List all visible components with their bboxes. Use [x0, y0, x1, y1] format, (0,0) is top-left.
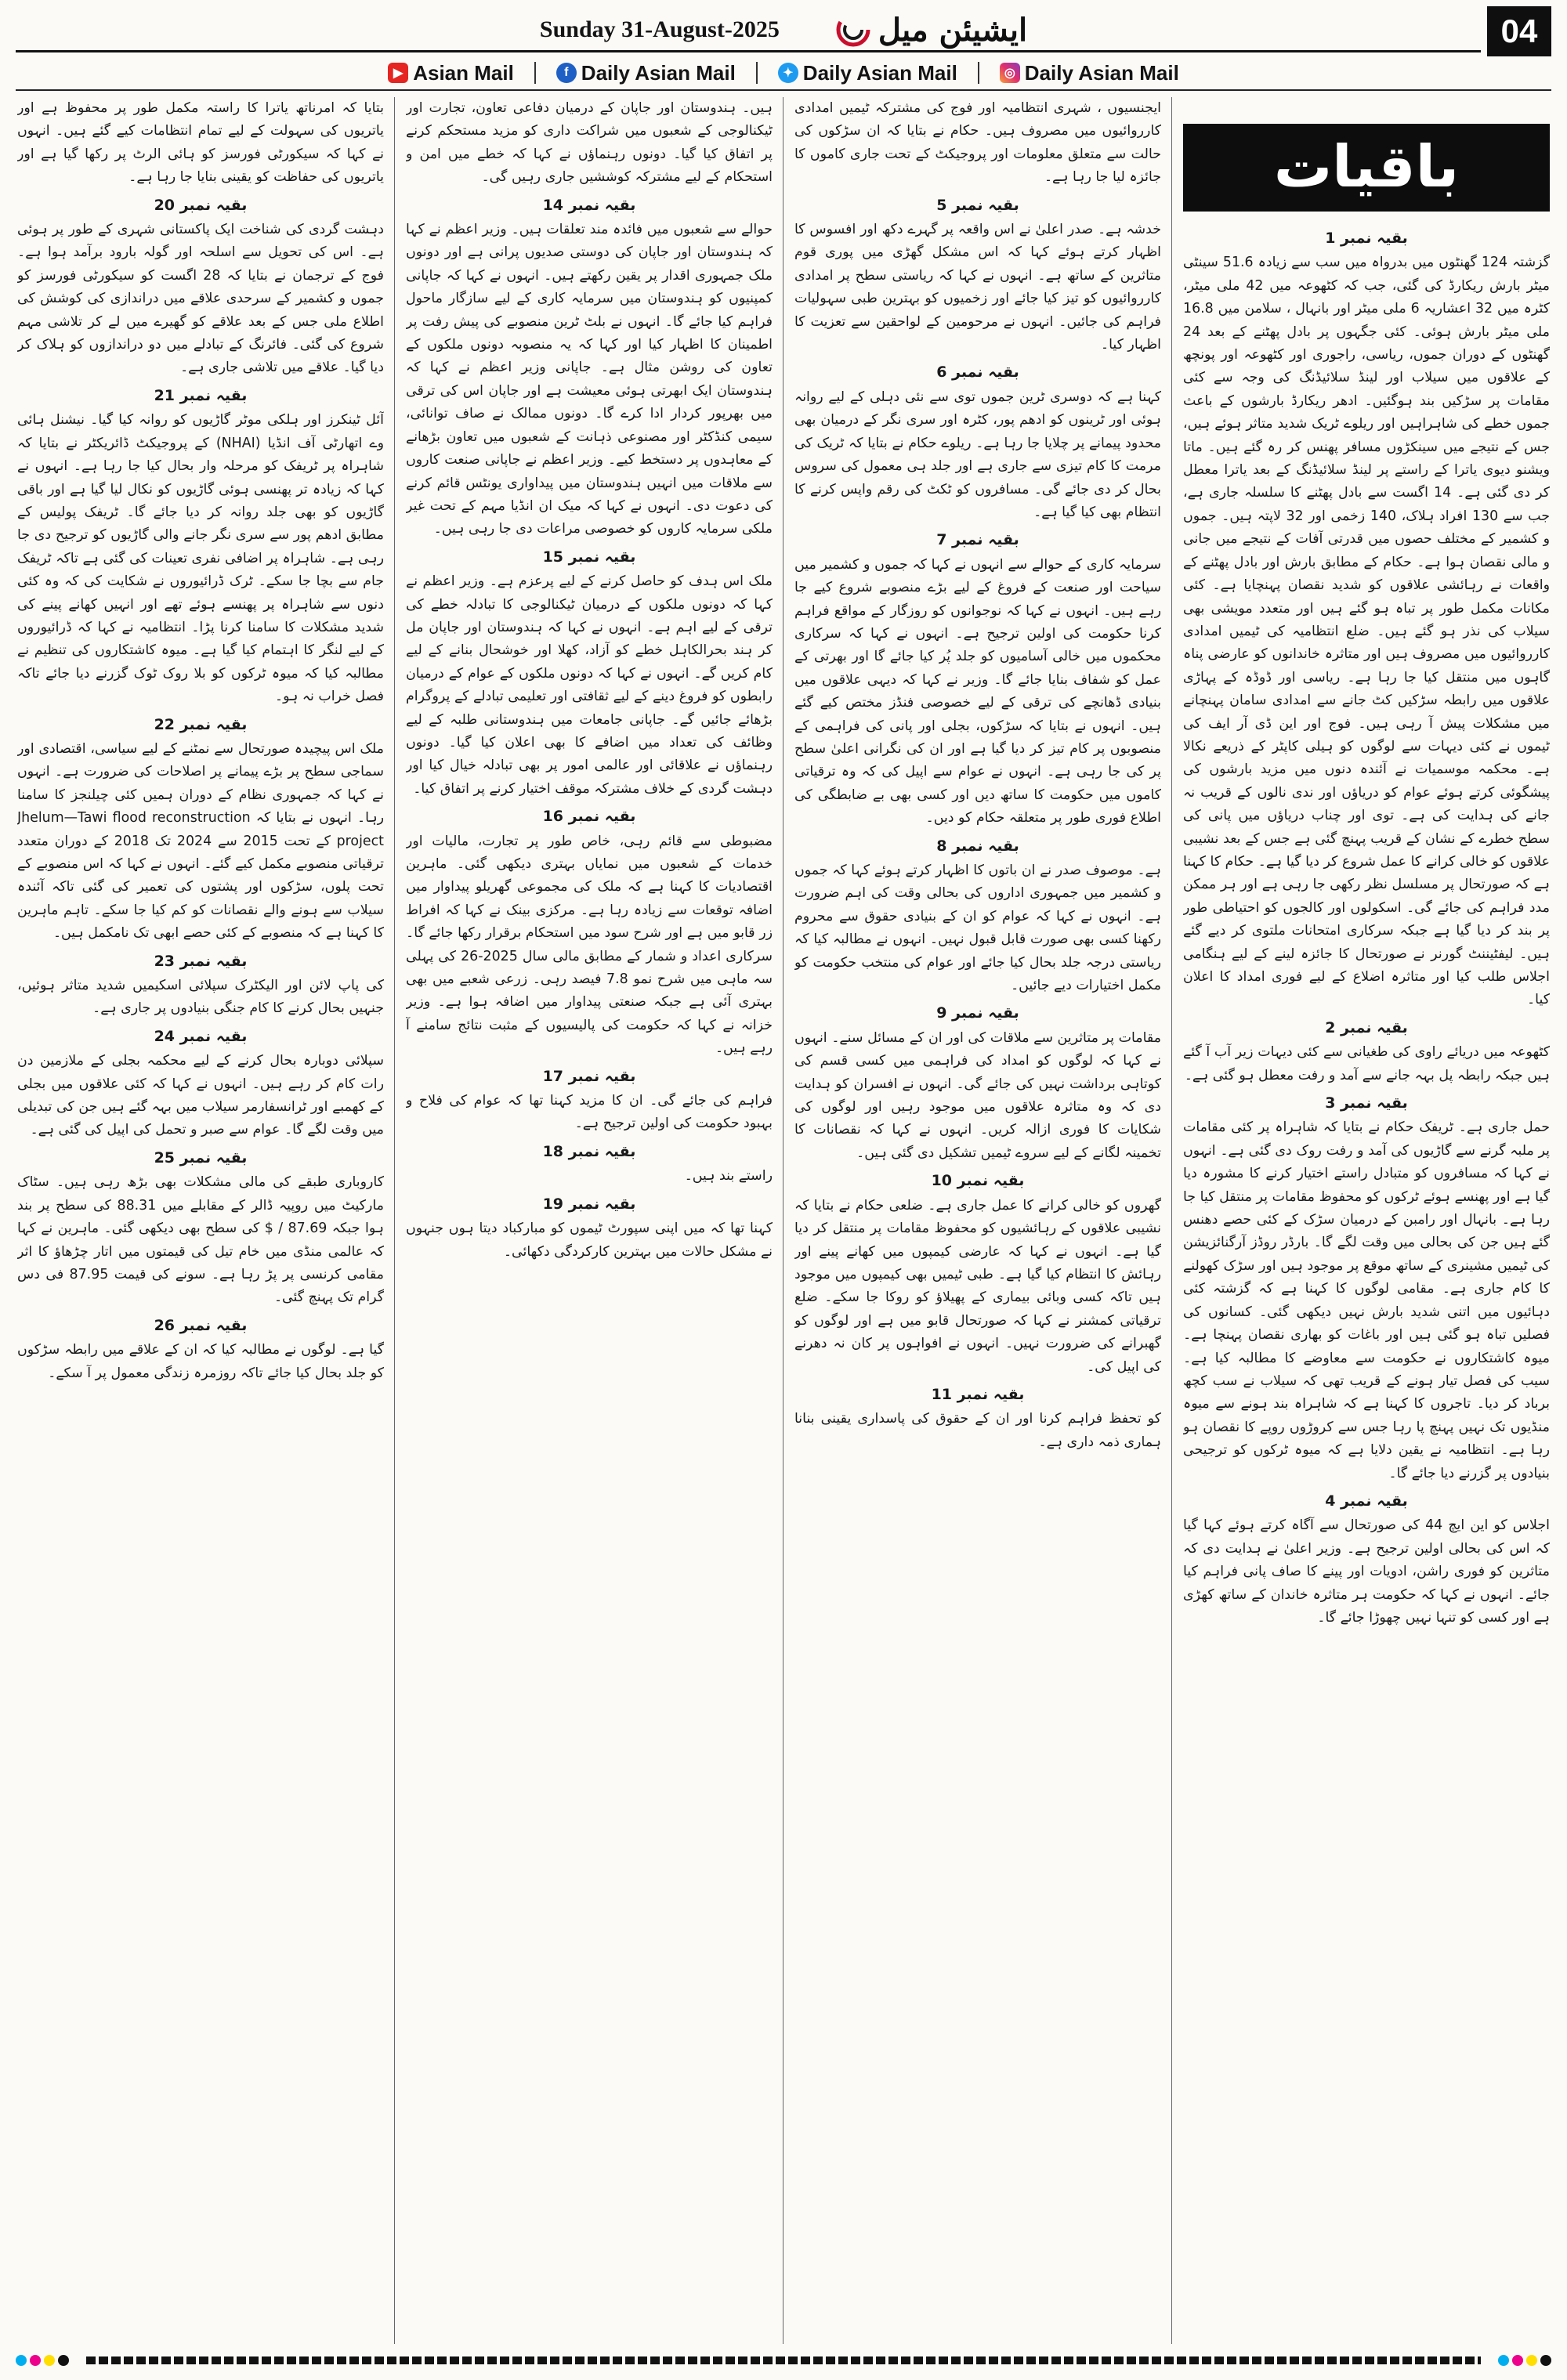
- article-text: گھروں کو خالی کرانے کا عمل جاری ہے۔ ضلعی حکام نے بتایا کہ نشیبی علاقوں کے رہائشیوں کو محفوظ مقامات پر منتقل کر دیا گیا ہے۔ انہوں نے کہا کہ عارضی کیمپوں میں کھانے پینے اور رہائش کا انتظام کیا گیا ہے۔ طبی ٹیمیں بھی کیمپوں میں موجود ہیں تاکہ کسی وبائی بیماری کے پھیلاؤ کو روکا جا سکے۔ ضلع ترقیاتی کمشنر نے کہا کہ صورتحال قابو میں ہے اور لوگوں کو گھبرانے کی ضرورت نہیں۔ انہوں نے افواہوں پر کان نہ دھرنے کی اپیل کی۔: [794, 1197, 1161, 1375]
- logo-text: ایشیئن میل: [878, 11, 1028, 49]
- article-text: کٹھوعہ میں دریائے راوی کی طغیانی سے کئی دیہات زیر آب آ گئے ہیں جبکہ رابطہ پل بہہ جانے سے آمد و رفت معطل ہو گئی ہے۔: [1183, 1044, 1550, 1083]
- facebook-icon: f: [556, 63, 577, 83]
- article-text: کو تحفظ فراہم کرنا اور ان کے حقوق کی پاسداری یقینی بنانا ہماری ذمہ داری ہے۔: [794, 1411, 1161, 1450]
- continuation-heading: بقیہ نمبر 14: [542, 196, 636, 214]
- column-2: [794, 97, 1161, 2344]
- social-label: Asian Mail: [413, 60, 514, 85]
- masthead-rule: [16, 50, 1481, 52]
- page-number: 04: [1487, 6, 1551, 56]
- continuation-heading: بقیہ نمبر 18: [542, 1142, 636, 1160]
- continuation-heading: بقیہ نمبر 23: [154, 952, 248, 970]
- continuation-heading: بقیہ نمبر 11: [931, 1385, 1025, 1403]
- section-title-banner: باقیات: [1183, 124, 1550, 212]
- continuation-heading: بقیہ نمبر 16: [542, 808, 636, 826]
- continuation-heading: بقیہ نمبر 4: [1325, 1492, 1408, 1510]
- article-text: ملک اس ہدف کو حاصل کرنے کے لیے پرعزم ہے۔ وزیر اعظم نے کہا کہ دونوں ملکوں کے درمیان ٹیکنالوجی کا تبادلہ خطے کی ترقی کے لیے اہم ہے۔ انہوں نے کہا کہ ہندوستان اور جاپان مل کر ہند بحرالکاہل خطے کو آزاد، کھلا اور خوشحال بنانے کے لیے کام کریں گے۔ انہوں نے کہا کہ دونوں ملکوں کے عوام کے درمیان رابطوں کو فروغ دینے کے لیے ثقافتی اور تعلیمی تبادلے کے پروگرام بڑھائے جائیں گے۔ جاپانی جامعات میں ہندوستانی طلبہ کے لیے وظائف کی تعداد میں اضافے کا بھی اعلان کیا گیا۔ دونوں رہنماؤں نے علاقائی اور عالمی امور پر بھی تبادلہ خیال کیا اور دہشت گردی کے خلاف مشترکہ موقف اختیار کرنے پر اتفاق کیا۔: [406, 573, 773, 797]
- article-text: سپلائی دوبارہ بحال کرنے کے لیے محکمہ بجلی کے ملازمین دن رات کام کر رہے ہیں۔ انہوں نے کہا کہ کئی علاقوں میں بجلی کے کھمبے اور ٹرانسفارمر سیلاب میں بہہ گئے ہیں جن کی تبدیلی میں وقت لگے گا۔ عوام سے صبر و تحمل کی اپیل کی گئی ہے۔: [17, 1053, 384, 1138]
- continuation-heading: بقیہ نمبر 17: [542, 1067, 636, 1085]
- article-text: کاروباری طبقے کی مالی مشکلات بھی بڑھ رہی ہیں۔ سٹاک مارکیٹ میں روپیہ ڈالر کے مقابلے میں 88.31 کی سطح پر بند ہوا جبکہ 87.69 / $ کی سطح بھی دیکھی گئی۔ ماہرین نے کہا کہ عالمی منڈی میں خام تیل کی قیمتوں میں اتار چڑھاؤ کا اثر مقامی کرنسی پر پڑ رہا ہے۔ سونے کی قیمت 87.95 فی دس گرام تک پہنچ گئی۔: [17, 1174, 384, 1306]
- social-twitter[interactable]: [778, 61, 957, 85]
- masthead: [16, 6, 1551, 53]
- article-text: فراہم کی جائے گی۔ ان کا مزید کہنا تھا کہ عوام کی فلاح و بہبود حکومت کی اولین ترجیح ہے۔: [406, 1093, 773, 1132]
- continuation-heading: بقیہ نمبر 1: [1325, 230, 1408, 247]
- column-divider: [783, 97, 784, 2344]
- color-registration-right: [1498, 2355, 1551, 2366]
- social-facebook[interactable]: [556, 61, 736, 85]
- article-text: کہنا ہے کہ دوسری ٹرین جموں توی سے نئی دہلی کے لیے روانہ ہوئی اور ٹرینوں کو ادھم پور، کٹرہ اور سری نگر کے درمیان بھی محدود پیمانے پر چلایا جا رہا ہے۔ ریلوے حکام نے بتایا کہ ٹریک کی مرمت کا کام تیزی سے جاری ہے اور جلد ہی معمول کی سروس بحال کر دی جائے گی۔ مسافروں کو ٹکٹ کی رقم واپس کرنے کا انتظام بھی کیا گیا ہے۔: [794, 389, 1161, 520]
- article-text: دہشت گردی کی شناخت ایک پاکستانی شہری کے طور پر ہوئی ہے۔ اس کی تحویل سے اسلحہ اور گولہ بارود برآمد ہوا ہے۔ فوج کے ترجمان نے بتایا کہ 28 اگست کو سیکورٹی فورسز کو جموں و کشمیر کے سرحدی علاقے میں دراندازی کی کوشش کی اطلاع ملی جس کے بعد علاقے کو گھیرے میں لے کر تلاشی مہم شروع کی گئی۔ فائرنگ کے تبادلے میں دو دراندازوں کو ہلاک کر دیا گیا۔ علاقے میں تلاشی جاری ہے۔: [17, 222, 384, 376]
- continuation-heading: بقیہ نمبر 22: [154, 715, 248, 733]
- continuation-heading: بقیہ نمبر 26: [154, 1316, 248, 1334]
- columns-area: [17, 97, 1550, 2344]
- article-text: سرمایہ کاری کے حوالے سے انہوں نے کہا کہ جموں و کشمیر میں سیاحت اور صنعت کے فروغ کے لیے بڑے منصوبے شروع کیے جا رہے ہیں۔ انہوں نے کہا کہ نوجوانوں کو روزگار کے مواقع فراہم کرنا حکومت کی اولین ترجیح ہے۔ انہوں نے کہا کہ سرکاری محکموں میں خالی آسامیوں کو جلد پُر کیا جائے گا اور بھرتی کے عمل کو شفاف بنایا جائے گا۔ وزیر نے کہا کہ دیہی علاقوں میں بنیادی ڈھانچے کی ترقی کے لیے خصوصی فنڈز مختص کیے گئے ہیں۔ انہوں نے بتایا کہ سڑکوں، بجلی اور پانی کی فراہمی کے منصوبوں پر کام تیز کر دیا گیا ہے اور ان کی نگرانی اعلیٰ سطح پر کی جا رہی ہے۔ انہوں نے عوام سے اپیل کی کہ وہ ترقیاتی کاموں میں حکومت کا ساتھ دیں اور کسی بھی بے ضابطگی کی اطلاع فوری طور پر متعلقہ حکام کو دیں۔: [794, 556, 1161, 826]
- continuation-heading: بقیہ نمبر 6: [936, 364, 1019, 382]
- continuation-heading: بقیہ نمبر 3: [1325, 1094, 1408, 1112]
- article-text: حمل جاری ہے۔ ٹریفک حکام نے بتایا کہ شاہراہ پر کئی مقامات پر ملبہ گرنے سے گاڑیوں کی آمد و رفت روک دی گئی ہے۔ انہوں نے کہا کہ مسافروں کو متبادل راستے اختیار کرنے کا مشورہ دیا گیا ہے اور پھنسے ہوئے ٹرکوں کو محفوظ مقامات پر منتقل کیا جا رہا ہے۔ بانہال اور رامبن کے درمیان سڑک کے کئی حصے دھنس گئے ہیں جن کی بحالی میں وقت لگے گا۔ بارڈر روڈز آرگنائزیشن کی ٹیمیں مشینری کے ساتھ موقع پر موجود ہیں اور سڑک کھولنے کا کام جاری ہے۔ مقامی لوگوں کا کہنا ہے کہ گزشتہ کئی دہائیوں میں اتنی شدید بارش نہیں دیکھی گئی۔ کسانوں کی فصلیں تباہ ہو گئی ہیں اور باغات کو بھاری نقصان پہنچا ہے۔ میوہ کاشتکاروں نے حکومت سے معاوضے کا مطالبہ کیا ہے۔ سیب کی فصل تیار ہونے کے قریب تھی کہ سیلاب نے سب کچھ برباد کر دیا۔ تاجروں کا کہنا ہے کہ شاہراہ بند ہونے سے میوہ منڈیوں تک نہیں پہنچ پا رہا جس سے کروڑوں روپے کا نقصان ہو رہا ہے۔ انتظامیہ نے یقین دلایا ہے کہ میوہ ٹرکوں کو ترجیحی بنیادوں پر گزرنے دیا جائے گا۔: [1183, 1119, 1550, 1481]
- divider: [534, 62, 536, 84]
- article-text: کہنا تھا کہ میں اپنی سپورٹ ٹیموں کو مبارکباد دیتا ہوں جنہوں نے مشکل حالات میں بہترین کارکردگی دکھائی۔: [406, 1221, 773, 1260]
- divider: [756, 62, 758, 84]
- article-text: آئل ٹینکرز اور ہلکی موٹر گاڑیوں کو روانہ کیا گیا۔ نیشنل ہائی وے اتھارٹی آف انڈیا (NHAI) کے پروجیکٹ ڈائریکٹر نے بتایا کہ شاہراہ پر ٹریفک کو مرحلہ وار بحال کیا جا رہا ہے۔ انہوں نے کہا کہ زیادہ تر پھنسی ہوئی گاڑیوں کو نکال لیا گیا ہے اور باقی گاڑیوں کو بھی جلد روانہ کر دیا جائے گا۔ ٹریفک پولیس کے مطابق ادھم پور سے سری نگر جانے والی گاڑیوں کو ترجیح دی جا رہی ہے۔ شاہراہ پر اضافی نفری تعینات کی گئی ہے تاکہ ٹریفک جام سے بچا جا سکے۔ ٹرک ڈرائیوروں نے شکایت کی کہ وہ کئی دنوں سے شاہراہ پر پھنسے ہوئے تھے اور انہیں کھانے پینے کی شدید مشکلات کا سامنا کرنا پڑا۔ انتظامیہ نے کہا کہ ڈرائیوروں کے لیے لنگر کا اہتمام کیا گیا ہے۔ میوہ کاشتکاروں کی تنظیم نے مطالبہ کیا کہ میوہ ٹرکوں کو بلا روک ٹوک گزرنے دیا جائے تاکہ فصل خراب نہ ہو۔: [17, 412, 384, 705]
- continuation-heading: بقیہ نمبر 25: [154, 1148, 248, 1166]
- continuation-heading: بقیہ نمبر 5: [936, 196, 1019, 214]
- article-text: حوالے سے شعبوں میں فائدہ مند تعلقات ہیں۔ وزیر اعظم نے کہا کہ ہندوستان اور جاپان کی دوستی صدیوں پرانی ہے اور دونوں ملک جمہوری اقدار پر یقین رکھتے ہیں۔ انہوں نے کہا کہ جاپانی کمپنیوں کو ہندوستان میں سرمایہ کاری کے لیے سازگار ماحول فراہم کیا جائے گا۔ انہوں نے بلٹ ٹرین منصوبے کی پیش رفت پر اطمینان کا اظہار کیا اور کہا کہ یہ منصوبہ دونوں ملکوں کے تعاون کی روشن مثال ہے۔ جاپانی وزیر اعظم نے کہا کہ ہندوستان ایک ابھرتی ہوئی معیشت ہے اور جاپان اس کی ترقی میں بھرپور کردار ادا کرے گا۔ دونوں ممالک نے صاف توانائی، سیمی کنڈکٹر اور مصنوعی ذہانت کے شعبوں میں تعاون بڑھانے کے معاہدوں پر دستخط کیے۔ وزیر اعظم نے جاپانی صنعت کاروں سے ملاقات میں انہیں ہندوستان میں پیداواری یونٹس قائم کرنے کی دعوت دی۔ انہوں نے کہا کہ میک ان انڈیا مہم کے تحت غیر ملکی سرمایہ کاروں کو خصوصی مراعات دی جا رہی ہیں۔: [406, 222, 773, 537]
- article-text: خدشہ ہے۔ صدر اعلیٰ نے اس واقعہ پر گہرے دکھ اور افسوس کا اظہار کرتے ہوئے کہا کہ اس مشکل گھڑی میں پوری قوم متاثرین کے ساتھ ہے۔ انہوں نے کہا کہ ریاستی سطح پر امدادی کارروائیوں کو تیز کیا جائے اور زخمیوں کو بہترین طبی سہولیات فراہم کی جائیں۔ انہوں نے مرحومین کے لواحقین سے تعزیت کا اظہار کیا۔: [794, 222, 1161, 353]
- article-text: مضبوطی سے قائم رہی، خاص طور پر تجارت، مالیات اور خدمات کے شعبوں میں نمایاں بہتری دیکھی گئی۔ ماہرین اقتصادیات کا کہنا ہے کہ ملک کی مجموعی گھریلو پیداوار میں اضافہ توقعات سے زیادہ رہا ہے۔ مرکزی بینک نے کہا کہ افراط زر قابو میں ہے اور شرح سود میں استحکام برقرار رکھا جائے گا۔ سرکاری اعداد و شمار کے مطابق مالی سال 2025-26 کی پہلی سہ ماہی میں شرح نمو 7.8 فیصد رہی۔ زرعی شعبے میں بھی بہتری آئی ہے جبکہ صنعتی پیداوار میں اضافہ ہوا ہے۔ وزیر خزانہ نے کہا کہ حکومت کی پالیسیوں کے مثبت نتائج سامنے آ رہے ہیں۔: [406, 833, 773, 1057]
- article-text: ایجنسیوں ، شہری انتظامیہ اور فوج کی مشترکہ ٹیمیں امدادی کارروائیوں میں مصروف ہیں۔ حکام نے بتایا کہ ان سڑکوں کی حالت سے متعلق معلومات اور پروجیکٹ کے تحت جاری کاموں کا جائزہ لیا جا رہا ہے۔: [794, 100, 1161, 186]
- article-text: کی پاپ لائن اور الیکٹرک سپلائی اسکیمیں شدید متاثر ہوئیں، جنہیں بحال کرنے کا کام جنگی بنیادوں پر جاری ہے۔: [17, 978, 384, 1017]
- article-text: گزشتہ 124 گھنٹوں میں بدرواہ میں سب سے زیادہ 51.6 سینٹی میٹر بارش ریکارڈ کی گئی، جب کہ کٹھوعہ میں 42 ملی میٹر، کٹرہ میں 32 اعشاریہ 6 ملی میٹر اور بانہال ، سلامن میں 16.8 ملی میٹر بارش ہوئی۔ کئی جگہوں پر بادل پھٹنے کے بعد 24 گھنٹوں کے دوران جموں، ریاسی، راجوری اور کٹھوعہ اور پونچھ کے علاقوں میں سیلاب اور لینڈ سلائیڈنگ کی وجہ سے کئی مقامات پر سڑکیں بند ہوگئیں۔ ادھر ریکارڈ بارشوں کے باعث جموں خطے کی شاہراہیں اور ریلوے ٹریک شدید متاثر ہوئے ہیں، جس کے نتیجے میں سینکڑوں مسافر پھنس کر رہ گئے ہیں۔ ماتا ویشنو دیوی یاترا کے راستے پر لینڈ سلائیڈنگ کے بعد یاترا معطل کر دی گئی ہے۔ 14 اگست سے بادل پھٹنے کا سلسلہ جاری ہے، جب سے 130 افراد ہلاک، 140 زخمی اور 32 لاپتہ ہیں۔ جموں و کشمیر کے مختلف حصوں میں قدرتی آفات کے نتیجے میں جانی و مالی نقصان ہوا ہے۔ حکام کے مطابق بارش اور بادل پھٹنے کے واقعات نے رہائشی علاقوں کو شدید نقصان پہنچایا ہے۔ کئی مکانات مکمل طور پر تباہ ہو گئے ہیں اور متعدد مویشی بھی سیلاب کی نذر ہو گئے ہیں۔ ضلع انتظامیہ کی ٹیمیں امدادی کارروائیوں میں مصروف ہیں اور متاثرہ خاندانوں کو عارضی پناہ گاہوں میں منتقل کیا جا رہا ہے۔ ریاسی اور ڈوڈہ کے پہاڑی علاقوں میں رابطہ سڑکیں کٹ جانے سے امدادی سامان پہنچانے میں مشکلات پیش آ رہی ہیں۔ فوج اور این ڈی آر ایف کی ٹیموں نے کئی دیہات سے لوگوں کو ہیلی کاپٹر کے ذریعے نکالا ہے۔ محکمہ موسمیات نے آئندہ دنوں میں مزید بارشوں کی پیشگوئی کرتے ہوئے عوام کو دریاؤں اور ندی نالوں کے قریب نہ جانے کی ہدایت کی ہے۔ توی اور چناب دریاؤں میں پانی کی سطح خطرے کے نشان کے قریب پہنچ گئی ہے جس کے بعد نشیبی علاقوں کو خالی کرانے کا عمل شروع کر دیا گیا ہے۔ حکام کا کہنا ہے کہ صورتحال پر مسلسل نظر رکھی جا رہی ہے اور ہر ممکن مدد فراہم کی جائے گی۔ اسکولوں اور کالجوں کو احتیاطی طور پر بند کر دیا گیا ہے جبکہ سرکاری امتحانات ملتوی کر دیے گئے ہیں۔ لیفٹیننٹ گورنر نے صورتحال کا جائزہ لینے کے لیے ہنگامی اجلاس طلب کیا اور متاثرہ اضلاع کے لیے فوری امداد کا اعلان کیا۔: [1183, 255, 1550, 1008]
- social-youtube[interactable]: [388, 61, 514, 85]
- article-text: ہے۔ موصوف صدر نے ان باتوں کا اظہار کرتے ہوئے کہا کہ جموں و کشمیر میں جمہوری اداروں کی بحالی وقت کی اہم ضرورت ہے۔ انہوں نے کہا کہ عوام کو ان کے بنیادی حقوق سے محروم رکھنا کسی بھی صورت قابل قبول نہیں۔ انہوں نے مطالبہ کیا کہ ریاستی درجہ جلد بحال کیا جائے اور عوام کی منتخب حکومت کو مکمل اختیارات دیے جائیں۔: [794, 863, 1161, 994]
- article-text: ملک اس پیچیدہ صورتحال سے نمٹنے کے لیے سیاسی، اقتصادی اور سماجی سطح پر بڑے پیمانے پر اصلاحات کی ضرورت ہے۔ انہوں نے کہا کہ جمہوری نظام کے دوران ہمیں کئی چیلنجز کا سامنا رہا۔ انہوں نے بتایا کہ Jhelum—Tawi flood reconstruction project کے تحت 2015 سے 2024 تک 2018 کے دوران متعدد ترقیاتی منصوبے مکمل کیے گئے۔ انہوں نے کہا کہ اس منصوبے کے تحت پلوں، سڑکوں اور پشتوں کی تعمیر کی گئی تاکہ آئندہ سیلاب سے ہونے والے نقصانات کو کم کیا جا سکے۔ تاہم ماہرین کا کہنا ہے کہ منصوبے کے کئی حصے ابھی تک نامکمل ہیں۔: [17, 740, 384, 942]
- article-text: مقامات پر متاثرین سے ملاقات کی اور ان کے مسائل سنے۔ انہوں نے کہا کہ لوگوں کو امداد کی فراہمی میں کسی قسم کی کوتاہی برداشت نہیں کی جائے گی۔ انہوں نے افسران کو ہدایت دی کہ وہ متاثرہ علاقوں میں موجود رہیں اور لوگوں کی شکایات کا فوری ازالہ کریں۔ انہوں نے کہا کہ نقصانات کا تخمینہ لگانے کے لیے سروے ٹیمیں تشکیل دی گئی ہیں۔: [794, 1029, 1161, 1161]
- color-registration-left: [16, 2355, 69, 2366]
- article-text: بتایا کہ امرناتھ یاترا کا راستہ مکمل طور پر محفوظ ہے اور یاتریوں کی سہولت کے لیے تمام انتظامات کیے گئے ہیں۔ انہوں نے کہا کہ سیکورٹی فورسز کو ہائی الرٹ پر رکھا گیا ہے اور یاتریوں کی حفاظت کو یقینی بنایا جا رہا ہے۔: [17, 100, 384, 186]
- print-registration-bar: [16, 2349, 1551, 2375]
- issue-date: Sunday 31-August-2025: [539, 16, 780, 42]
- column-1: [1183, 97, 1550, 2344]
- continuation-heading: بقیہ نمبر 10: [931, 1172, 1025, 1190]
- youtube-icon: ▶: [388, 63, 408, 83]
- column-divider: [394, 97, 395, 2344]
- continuation-heading: بقیہ نمبر 9: [936, 1004, 1019, 1022]
- social-instagram[interactable]: [1000, 61, 1179, 85]
- divider: [978, 62, 979, 84]
- newspaper-logo: [834, 11, 1027, 49]
- continuation-heading: بقیہ نمبر 7: [936, 531, 1019, 549]
- header-rule: [16, 89, 1551, 91]
- logo-swoosh-icon: [834, 11, 872, 49]
- continuation-heading: بقیہ نمبر 20: [154, 196, 248, 214]
- column-4: [17, 97, 384, 2344]
- instagram-icon: ◎: [1000, 63, 1020, 83]
- registration-strip: [86, 2356, 1481, 2364]
- continuation-heading: بقیہ نمبر 19: [542, 1195, 636, 1213]
- social-label: Daily Asian Mail: [581, 60, 736, 85]
- article-text: ہیں۔ ہندوستان اور جاپان کے درمیان دفاعی تعاون، تجارت اور ٹیکنالوجی کے شعبوں میں شراکت داری کو مزید مستحکم کرنے پر اتفاق کیا گیا۔ دونوں رہنماؤں نے کہا کہ خطے میں امن و استحکام کے لیے مشترکہ کوششیں جاری رہیں گی۔: [406, 100, 773, 186]
- continuation-heading: بقیہ نمبر 21: [154, 386, 248, 404]
- article-text: راستے بند ہیں۔: [684, 1168, 773, 1185]
- continuation-heading: بقیہ نمبر 2: [1325, 1018, 1408, 1036]
- article-text: گیا ہے۔ لوگوں نے مطالبہ کیا کہ ان کے علاقے میں رابطہ سڑکوں کو جلد بحال کیا جائے تاکہ روزمرہ زندگی معمول پر آ سکے۔: [17, 1342, 384, 1381]
- continuation-heading: بقیہ نمبر 8: [936, 837, 1019, 855]
- column-3: [406, 97, 773, 2344]
- continuation-heading: بقیہ نمبر 24: [154, 1027, 248, 1045]
- social-links: [0, 58, 1567, 88]
- continuation-heading: بقیہ نمبر 15: [542, 548, 636, 566]
- twitter-icon: ✦: [778, 63, 798, 83]
- section-title-area: [1183, 97, 1550, 222]
- social-label: Daily Asian Mail: [1024, 60, 1179, 85]
- column-divider: [1171, 97, 1172, 2344]
- social-label: Daily Asian Mail: [802, 60, 957, 85]
- article-text: اجلاس کو این ایچ 44 کی صورتحال سے آگاہ کرتے ہوئے کہا گیا کہ اس کی بحالی اولین ترجیح ہے۔ وزیر اعلیٰ نے ہدایت دی کہ متاثرین کو فوری راشن، ادویات اور پینے کا صاف پانی فراہم کیا جائے۔ انہوں نے کہا کہ حکومت ہر متاثرہ خاندان کے ساتھ کھڑی ہے اور کسی کو تنہا نہیں چھوڑا جائے گا۔: [1183, 1517, 1550, 1626]
